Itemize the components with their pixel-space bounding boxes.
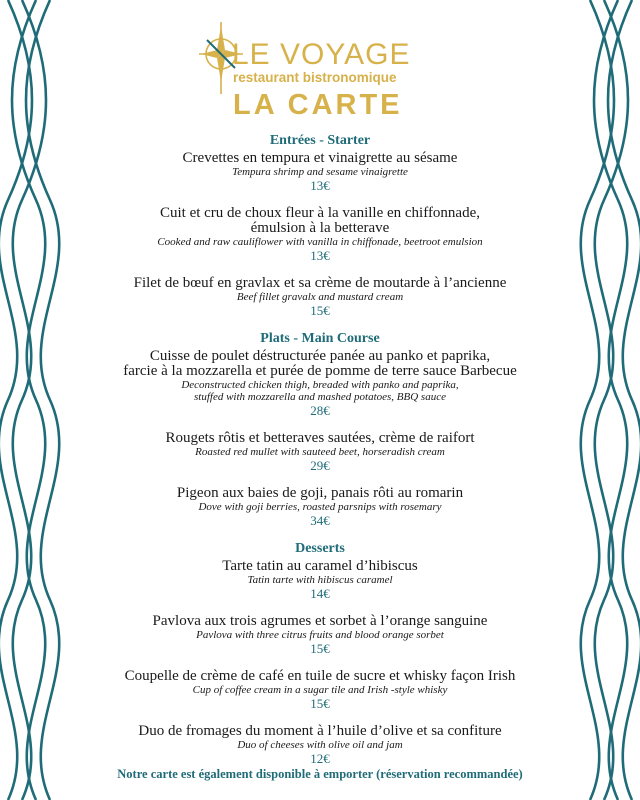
takeaway-note: Notre carte est également disponible à emporter (réservation recommandée) <box>117 767 523 781</box>
dish-price: 12€ <box>310 751 330 766</box>
dish-price: 13€ <box>310 178 330 193</box>
dish-price: 28€ <box>310 403 330 418</box>
menu-item <box>95 486 545 529</box>
dish-name-en: Pavlova with three citrus fruits and blood orange sorbet <box>196 629 444 641</box>
menu-item <box>95 276 545 319</box>
dish-name-fr: Tarte tatin au caramel d’hibiscus <box>222 558 418 574</box>
section-title: Plats - Main Course <box>260 331 380 346</box>
section-title: Entrées - Starter <box>269 133 371 148</box>
menu-item <box>95 431 545 474</box>
dish-name-en: Tempura shrimp and sesame vinaigrette <box>232 166 408 178</box>
dish-price: 15€ <box>310 696 330 711</box>
dish-name-fr: Pavlova aux trois agrumes et sorbet à l’orange sanguine <box>152 613 488 629</box>
dish-name-fr: Filet de bœuf en gravlax et sa crème de moutarde à l’ancienne <box>133 275 507 291</box>
section-desserts <box>95 541 545 767</box>
dish-price: 15€ <box>310 303 330 318</box>
menu-list <box>95 133 545 779</box>
menu-item <box>95 151 545 194</box>
dish-name-en: Roasted red mullet with sauteed beet, horseradish cream <box>195 446 445 458</box>
menu-item <box>95 724 545 767</box>
section-main-course <box>95 331 545 529</box>
menu-header <box>0 14 640 124</box>
dish-name-fr: Crevettes en tempura et vinaigrette au sésame <box>182 150 458 166</box>
dish-price: 29€ <box>310 458 330 473</box>
dish-name-en: Duo of cheeses with olive oil and jam <box>237 739 403 751</box>
dish-price: 15€ <box>310 641 330 656</box>
dish-name-fr: Duo de fromages du moment à l’huile d’olive et sa confiture <box>138 723 502 739</box>
brand-subtitle: restaurant bistronomique <box>233 70 397 85</box>
section-starters <box>95 133 545 319</box>
menu-item <box>95 669 545 712</box>
section-title: Desserts <box>295 541 345 556</box>
dish-name-fr: Cuit et cru de choux fleur à la vanille en chiffonnade, <box>159 205 481 221</box>
dish-name-en: Cup of coffee cream in a sugar tile and Irish -style whisky <box>192 684 448 696</box>
dish-name-fr: Rougets rôtis et betteraves sautées, crème de raifort <box>165 430 475 446</box>
page-title: LA CARTE <box>233 89 403 121</box>
dish-name-en: Beef fillet gravalx and mustard cream <box>236 291 404 303</box>
dish-name-en: Tatin tarte with hibiscus caramel <box>247 574 393 586</box>
dish-name-fr: farcie à la mozzarella et purée de pomme de terre sauce Barbecue <box>123 363 517 379</box>
dish-name-fr: émulsion à la betterave <box>250 220 390 236</box>
dish-name-fr: Pigeon aux baies de goji, panais rôti au romarin <box>176 485 464 501</box>
menu-item <box>95 349 545 419</box>
dish-name-fr: Cuisse de poulet déstructurée panée au panko et paprika, <box>149 348 491 364</box>
dish-price: 14€ <box>310 586 330 601</box>
dish-name-en: Dove with goji berries, roasted parsnips with rosemary <box>198 501 442 513</box>
menu-item <box>95 206 545 264</box>
menu-item <box>95 614 545 657</box>
dish-name-fr: Coupelle de crème de café en tuile de sucre et whisky façon Irish <box>124 668 516 684</box>
brand-name: LE VOYAGE <box>232 38 411 71</box>
dish-name-en: Deconstructed chicken thigh, breaded with panko and paprika, <box>181 379 459 391</box>
menu-item <box>95 559 545 602</box>
dish-price: 13€ <box>310 248 330 263</box>
dish-name-en: Cooked and raw cauliflower with vanilla in chiffonade, beetroot emulsion <box>157 236 483 248</box>
dish-price: 34€ <box>310 513 330 528</box>
dish-name-en: stuffed with mozzarella and mashed potatoes, BBQ sauce <box>194 391 446 403</box>
